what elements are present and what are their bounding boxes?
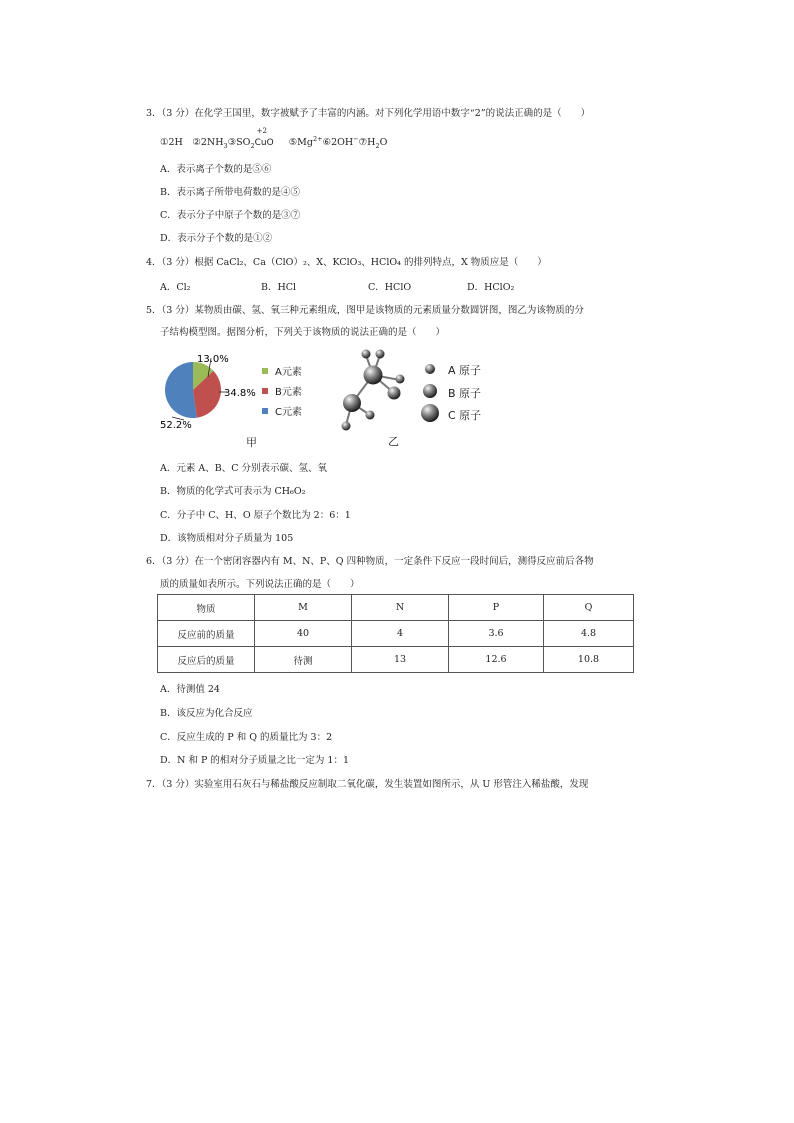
table-header-cell: M — [255, 595, 352, 621]
q3-option-c: C．表示分子中原子个数的是③⑦ — [160, 210, 301, 221]
q3-item-text: ⑦H — [358, 137, 376, 148]
q3-sub: 2 — [250, 141, 255, 150]
q3-item-text: ①2H ②2NH — [160, 137, 224, 148]
q3-item-text: ③SO — [227, 137, 251, 148]
atom-a — [342, 422, 351, 431]
pie-label-a: 13.0% — [197, 354, 229, 365]
table-header-cell: P — [449, 595, 544, 621]
q3-sub: 2 — [375, 141, 380, 150]
table-row — [158, 647, 634, 673]
q3-option-b: B．表示离子所带电荷数的是④⑤ — [160, 187, 300, 198]
q7-stem: 7．（3 分）实验室用石灰石与稀盐酸反应制取二氧化碳，发生装置如图所示，从 U 形管注入稀盐酸，发现 — [146, 779, 589, 790]
table-cell: 13 — [352, 647, 449, 673]
q6-option-d: D．N 和 P 的相对分子质量之比一定为 1：1 — [160, 755, 349, 766]
atom-a — [376, 350, 385, 359]
q6-option-a: A．待测值 24 — [160, 684, 220, 695]
legend-item-b — [262, 386, 302, 406]
table-cell: 4 — [352, 621, 449, 647]
legend-label-b: B元素 — [275, 387, 302, 398]
q3-cu: CuO — [254, 138, 274, 148]
q3-stem: 3．（3 分）在化学王国里，数字被赋予了丰富的内涵。对下列化学用语中数字“2”的说法正确的是（ ） — [146, 108, 591, 119]
atom-a — [366, 411, 375, 420]
table-row — [158, 621, 634, 647]
q3-items — [160, 127, 388, 150]
legend-swatch-b — [262, 388, 268, 394]
table-cell: 4.8 — [544, 621, 634, 647]
q6-stem-line1: 6．（3 分）在一个密闭容器内有 M、N、P、Q 四种物质，一定条件下反应一段时间后，测得反应前后各物 — [146, 556, 594, 567]
legend-label-a: A元素 — [275, 367, 302, 378]
q5-option-d: D．该物质相对分子质量为 105 — [160, 533, 294, 544]
fig-a-caption: 甲 — [246, 436, 257, 449]
legend-swatch-c — [262, 408, 268, 414]
table-header-cell: Q — [544, 595, 634, 621]
q3-item-text: O — [379, 137, 388, 148]
q3-cu-charge: +2 — [256, 127, 267, 135]
table-cell: 待测 — [255, 647, 352, 673]
q6-option-b: B．该反应为化合反应 — [160, 708, 253, 719]
atom-legend-c: C 原子 — [448, 409, 482, 422]
atom-c — [343, 394, 361, 412]
fig-b-caption: 乙 — [388, 435, 399, 448]
legend-label-c: C元素 — [275, 407, 302, 418]
atom-c — [364, 366, 383, 385]
q5-option-c: C．分子中 C、H、O 原子个数比为 2：6：1 — [160, 510, 351, 521]
table-header-row — [158, 595, 634, 621]
table-cell: 10.8 — [544, 647, 634, 673]
pie-chart-figure — [150, 345, 330, 455]
q3-sup: − — [353, 134, 359, 143]
q4-option-b: B．HCl — [261, 282, 297, 293]
q3-sup: 2+ — [312, 134, 323, 143]
legend-item-a — [262, 366, 302, 386]
q3-option-a: A．表示离子个数的是⑤⑥ — [160, 164, 272, 175]
legend-item-c — [262, 406, 302, 426]
q6-option-c: C．反应生成的 P 和 Q 的质量比为 3：2 — [160, 732, 333, 743]
pie-slice-c — [165, 362, 197, 418]
atom-b — [388, 387, 401, 400]
q4-option-c: C．HClO — [368, 282, 412, 293]
q5-stem-line2: 子结构模型图。据图分析，下列关于该物质的说法正确的是（ ） — [160, 327, 446, 338]
q3-cu-item — [254, 127, 275, 148]
pie-chart — [165, 362, 221, 418]
table-cell: 12.6 — [449, 647, 544, 673]
atom-a — [362, 350, 371, 359]
mass-table — [157, 594, 634, 673]
table-cell: 反应后的质量 — [158, 647, 255, 673]
atom-legend-b: B 原子 — [448, 387, 482, 400]
q4-option-d: D．HClO₂ — [467, 282, 515, 293]
q5-stem-line1: 5．（3 分）某物质由碳、氢、氧三种元素组成，图甲是该物质的元素质量分数圆饼图，图乙为该物质的分 — [146, 305, 584, 316]
pie-label-c: 52.2% — [160, 420, 192, 431]
q5-option-a: A．元素 A、B、C 分别表示碳、氢、氧 — [160, 463, 328, 474]
table-header-cell: 物质 — [158, 595, 255, 621]
q4-stem: 4．（3 分）根据 CaCl₂、Ca（ClO）₂、X、KClO₃、HClO₄ 的排列特点，X 物质应是（ ） — [146, 257, 547, 268]
pie-label-b: 34.8% — [224, 388, 256, 399]
table-cell: 40 — [255, 621, 352, 647]
atom-legend-a: A 原子 — [448, 364, 482, 377]
legend-atom-b — [423, 384, 437, 398]
q4-option-a: A．Cl₂ — [160, 282, 191, 293]
atom-a — [396, 375, 405, 384]
legend-swatch-a — [262, 368, 268, 374]
q3-sub: 3 — [223, 141, 228, 150]
table-cell: 反应前的质量 — [158, 621, 255, 647]
table-cell: 3.6 — [449, 621, 544, 647]
q3-item-text: ⑥2OH — [322, 137, 354, 148]
legend-atom-a — [425, 364, 435, 374]
table-header-cell: N — [352, 595, 449, 621]
q3-item-text: ⑤Mg — [288, 137, 313, 148]
legend-atom-c — [421, 404, 439, 422]
q3-option-d: D．表示分子个数的是①② — [160, 233, 273, 244]
q6-stem-line2: 质的质量如表所示。下列说法正确的是（ ） — [160, 579, 360, 590]
pie-legend — [262, 366, 302, 426]
q5-option-b: B．物质的化学式可表示为 CH₆O₂ — [160, 486, 306, 497]
